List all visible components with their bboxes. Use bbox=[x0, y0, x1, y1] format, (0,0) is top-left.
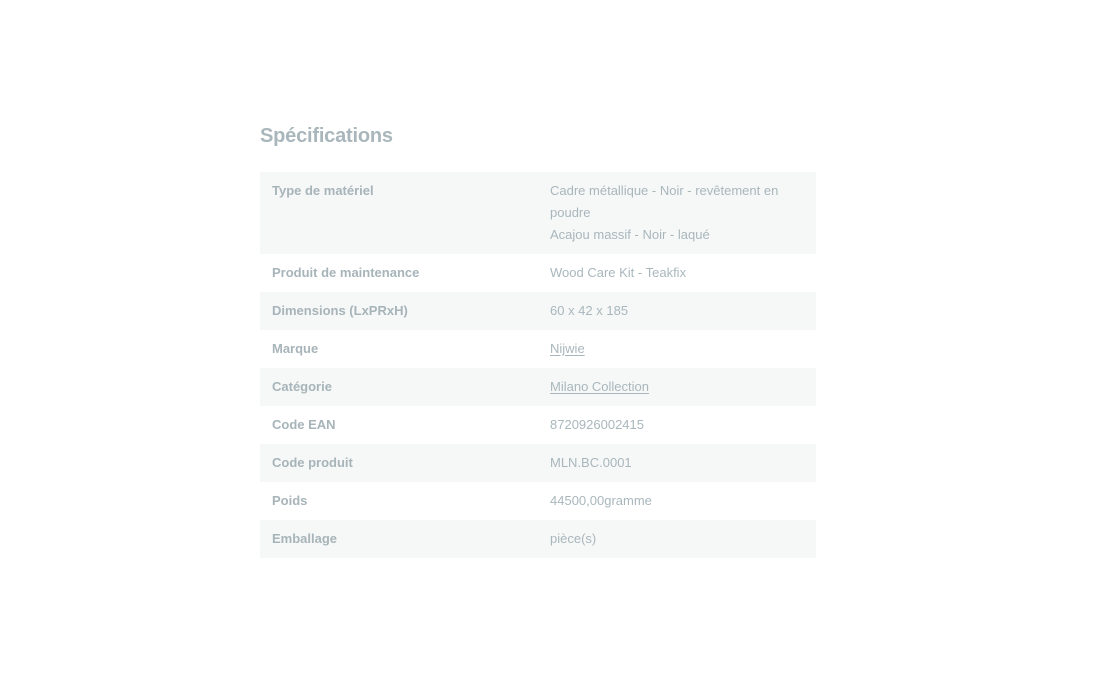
spec-value: Wood Care Kit - Teakfix bbox=[550, 265, 687, 280]
spec-label: Produit de maintenance bbox=[272, 265, 420, 280]
spec-row-weight bbox=[260, 482, 816, 520]
spec-label: Code EAN bbox=[272, 417, 336, 432]
brand-link[interactable]: Nijwie bbox=[550, 341, 585, 356]
spec-row-brand bbox=[260, 330, 816, 368]
spec-label: Code produit bbox=[272, 455, 353, 470]
spec-row-material-type bbox=[260, 172, 816, 254]
spec-value: 60 x 42 x 185 bbox=[550, 303, 629, 318]
spec-value bbox=[538, 368, 816, 406]
category-link[interactable]: Milano Collection bbox=[550, 379, 649, 394]
spec-label: Catégorie bbox=[272, 379, 332, 394]
spec-value: 44500,00gramme bbox=[550, 493, 652, 508]
spec-row-maintenance-product bbox=[260, 254, 816, 292]
spec-row-product-code bbox=[260, 444, 816, 482]
specifications-title: Spécifications bbox=[260, 125, 393, 147]
spec-value-line: poudre bbox=[550, 205, 591, 220]
spec-label: Emballage bbox=[272, 531, 338, 546]
spec-value: pièce(s) bbox=[550, 531, 597, 546]
specifications-section bbox=[260, 122, 816, 558]
spec-label: Poids bbox=[272, 493, 308, 508]
spec-value bbox=[538, 172, 816, 254]
spec-value bbox=[538, 330, 816, 368]
spec-row-dimensions bbox=[260, 292, 816, 330]
spec-value: MLN.BC.0001 bbox=[550, 455, 632, 470]
spec-label: Type de matériel bbox=[272, 183, 374, 198]
spec-row-ean-code bbox=[260, 406, 816, 444]
spec-value-line: Acajou massif - Noir - laqué bbox=[550, 227, 710, 242]
spec-row-category bbox=[260, 368, 816, 406]
spec-value-line: Cadre métallique - Noir - revêtement en bbox=[550, 183, 779, 198]
spec-label: Marque bbox=[272, 341, 319, 356]
spec-row-packaging bbox=[260, 520, 816, 558]
spec-label: Dimensions (LxPRxH) bbox=[272, 303, 408, 318]
specifications-table bbox=[260, 172, 816, 558]
spec-value: 8720926002415 bbox=[550, 417, 644, 432]
